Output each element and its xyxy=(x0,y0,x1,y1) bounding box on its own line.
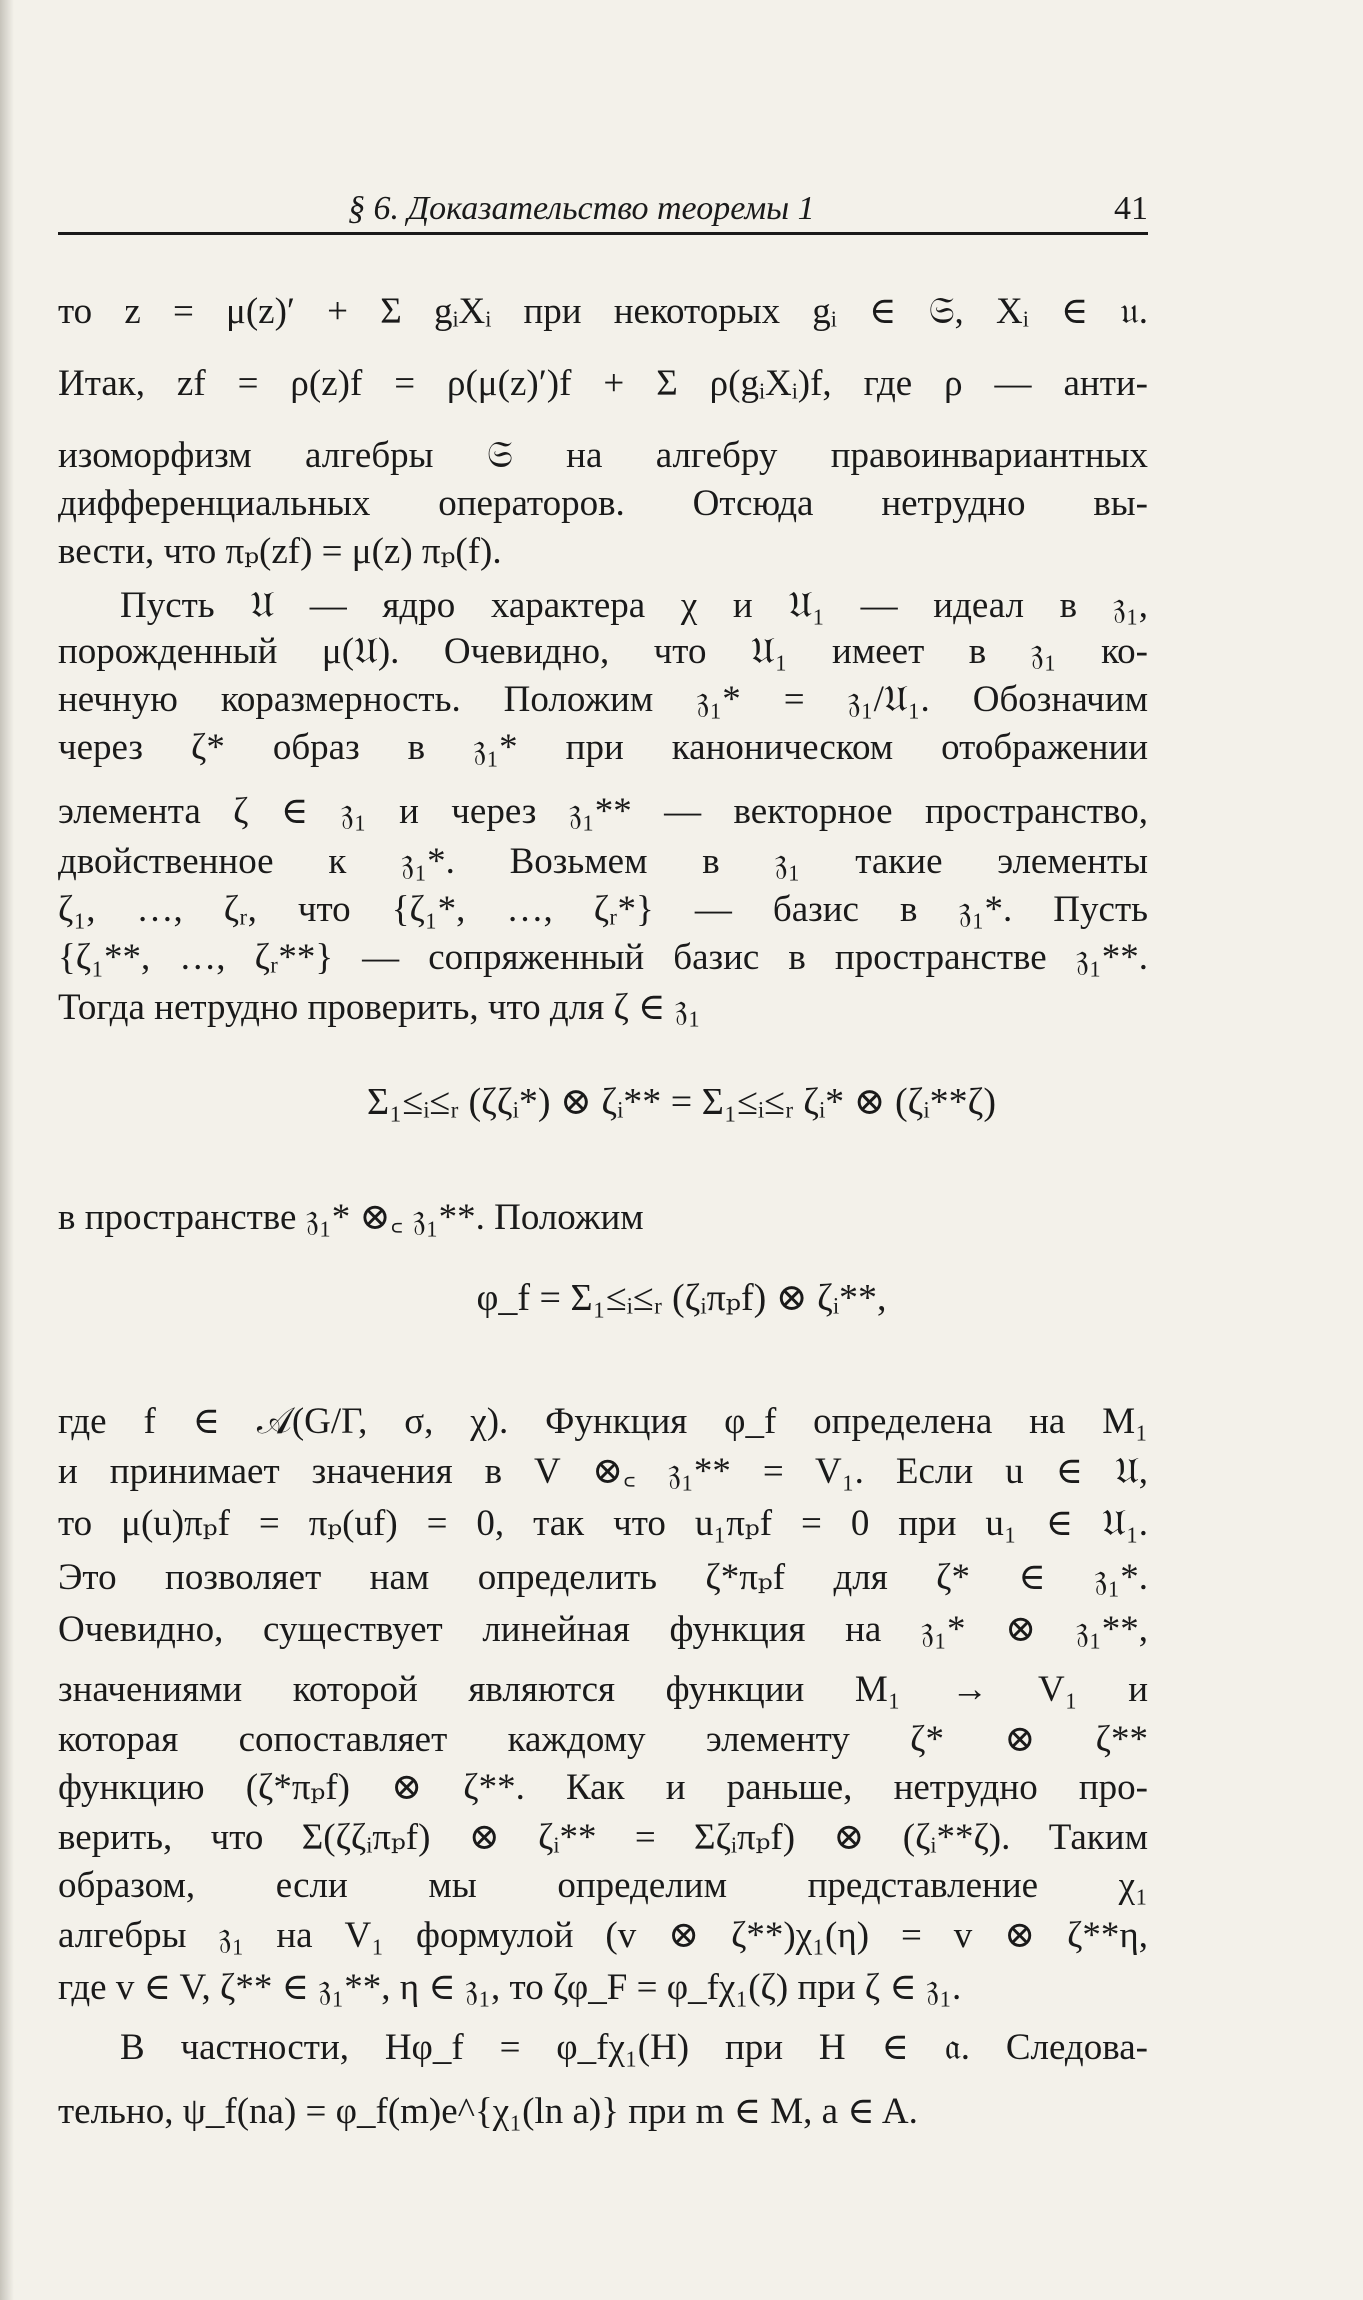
page-edge-shadow xyxy=(0,0,14,2300)
text-line: то z = μ(z)′ + Σ gᵢXᵢ при некоторых gᵢ ∈ 𝔖, Xᵢ ∈ 𝔲. xyxy=(58,291,1148,332)
text-line: и принимает значения в V ⊗꜀ 𝔷₁** = V₁. Если u ∈ 𝔘, xyxy=(58,1451,1148,1492)
header-rule xyxy=(58,232,1148,235)
text-line: в пространстве 𝔷₁* ⊗꜀ 𝔷₁**. Положим xyxy=(58,1197,644,1238)
text-line: где v ∈ V, ζ** ∈ 𝔷₁**, η ∈ 𝔷₁, то ζφ_F = φ_fχ₁(ζ) при ζ ∈ 𝔷₁. xyxy=(58,1967,962,2008)
display-formula: φ_f = Σ₁≤ᵢ≤ᵣ (ζᵢπₚf) ⊗ ζᵢ**, xyxy=(476,1277,887,1319)
text-line: {ζ₁**, …, ζᵣ**} — сопряженный базис в пространстве 𝔷₁**. xyxy=(58,937,1148,978)
text-line: где f ∈ 𝒜(G/Γ, σ, χ). Функция φ_f определена на M₁ xyxy=(58,1401,1148,1442)
text-line: элемента ζ ∈ 𝔷₁ и через 𝔷₁** — векторное пространство, xyxy=(58,791,1148,832)
text-line: дифференциальных операторов. Отсюда нетрудно вы- xyxy=(58,483,1148,524)
text-line: двойственное к 𝔷₁*. Возьмем в 𝔷₁ такие элементы xyxy=(58,841,1148,882)
text-line: нечную коразмерность. Положим 𝔷₁* = 𝔷₁/𝔘₁. Обозначим xyxy=(58,679,1148,720)
display-formula: Σ₁≤ᵢ≤ᵣ (ζζᵢ*) ⊗ ζᵢ** = Σ₁≤ᵢ≤ᵣ ζᵢ* ⊗ (ζᵢ**ζ) xyxy=(366,1081,997,1123)
text-line: значениями которой являются функции M₁ → V₁ и xyxy=(58,1669,1148,1710)
text-line: ζ₁, …, ζᵣ, что {ζ₁*, …, ζᵣ*} — базис в 𝔷₁*. Пусть xyxy=(58,889,1148,930)
text-line: через ζ* образ в 𝔷₁* при каноническом отображении xyxy=(58,727,1148,768)
text-line: Пусть 𝔘 — ядро характера χ и 𝔘₁ — идеал в 𝔷₁, xyxy=(120,585,1148,626)
text-line: верить, что Σ(ζζᵢπₚf) ⊗ ζᵢ** = Σζᵢπₚf) ⊗ (ζᵢ**ζ). Таким xyxy=(58,1817,1148,1858)
page-number: 41 xyxy=(1114,190,1148,227)
text-line: изоморфизм алгебры 𝔖 на алгебру правоинвариантных xyxy=(58,435,1148,476)
text-line: В частности, Hφ_f = φ_fχ₁(H) при H ∈ 𝔞. Следова- xyxy=(120,2027,1148,2068)
text-line: порожденный μ(𝔘). Очевидно, что 𝔘₁ имеет в 𝔷₁ ко- xyxy=(58,631,1148,672)
text-line: Это позволяет нам определить ζ*πₚf для ζ* ∈ 𝔷₁*. xyxy=(58,1557,1148,1598)
page-header xyxy=(58,168,1148,228)
text-line: алгебры 𝔷₁ на V₁ формулой (v ⊗ ζ**)χ₁(η) = v ⊗ ζ**η, xyxy=(58,1915,1148,1956)
text-line: тельно, ψ_f(na) = φ_f(m)e^{χ₁(ln a)} при m ∈ M, a ∈ A. xyxy=(58,2091,918,2132)
text-line: которая сопоставляет каждому элементу ζ* ⊗ ζ** xyxy=(58,1719,1148,1760)
text-line: вести, что πₚ(zf) = μ(z) πₚ(f). xyxy=(58,531,502,572)
text-line: Очевидно, существует линейная функция на 𝔷₁* ⊗ 𝔷₁**, xyxy=(58,1609,1148,1650)
text-line: то μ(u)πₚf = πₚ(uf) = 0, так что u₁πₚf = 0 при u₁ ∈ 𝔘₁. xyxy=(58,1503,1148,1544)
text-line: Тогда нетрудно проверить, что для ζ ∈ 𝔷₁ xyxy=(58,987,701,1028)
text-line: функцию (ζ*πₚf) ⊗ ζ**. Как и раньше, нетрудно про- xyxy=(58,1767,1148,1808)
text-line: Итак, zf = ρ(z)f = ρ(μ(z)′)f + Σ ρ(gᵢXᵢ)f, где ρ — анти- xyxy=(58,363,1148,404)
text-line: образом, если мы определим представление χ₁ xyxy=(58,1865,1148,1906)
running-head: § 6. Доказательство теоремы 1 xyxy=(348,190,815,227)
